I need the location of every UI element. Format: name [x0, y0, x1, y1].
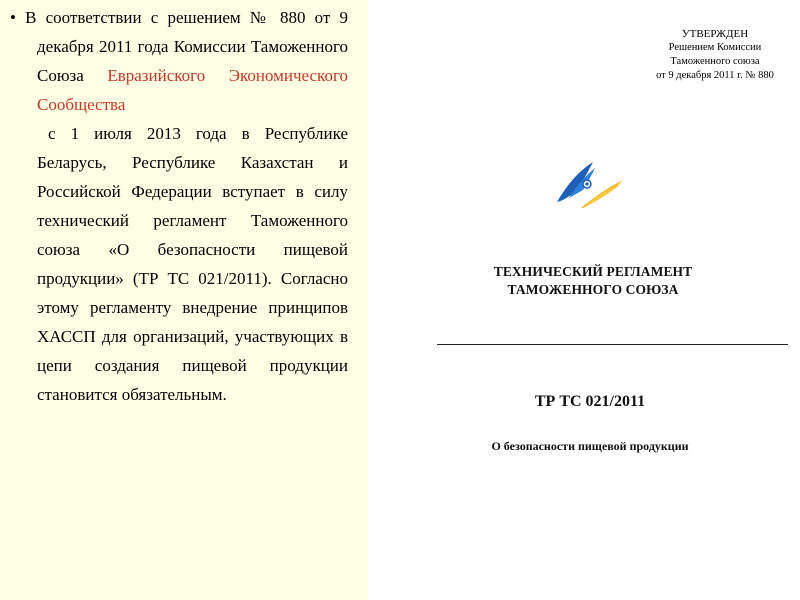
regulation-code: ТР ТС 021/2011: [534, 393, 646, 410]
body-paragraph: с 1 июля 2013 года в Республике Беларусь, Республике Казахстан и Российской Федерации вступает в силу технический регламент Таможенного союза «О безопасности пищевой продукции» (ТР ТС 021/2011). Согласно этому регламенту внедрение принципов ХАССП для организаций, участвующих в цепи создания пищевой продукции становится обязательным.: [37, 124, 348, 404]
approval-stamp: [640, 27, 790, 83]
bullet-marker: •: [10, 8, 16, 27]
bullet-highlight-text: Евразийского Экономического Сообщества: [37, 66, 348, 114]
document-title: [478, 263, 708, 299]
eurasian-customs-union-emblem-icon: [553, 158, 625, 210]
title-divider: [437, 344, 788, 345]
bullet-intro-text: В соответствии с решением № 880 от 9 декабря 2011 года Комиссии Таможенного Союза: [25, 8, 349, 85]
approval-line-3: от 9 декабря 2011 г. № 880: [656, 70, 774, 81]
document-title-line-1: ТЕХНИЧЕСКИЙ РЕГЛАМЕНТ: [493, 264, 693, 279]
approval-line-1: Решением Комиссии: [668, 42, 762, 53]
regulation-subject: О безопасности пищевой продукции: [491, 439, 689, 453]
bullet-block: [10, 3, 348, 409]
text-panel: [0, 0, 368, 600]
approval-heading: УТВЕРЖДЕН: [681, 28, 749, 40]
approval-line-2: Таможенного союза: [670, 56, 760, 67]
document-title-line-2: ТАМОЖЕННОГО СОЮЗА: [507, 282, 679, 297]
bullet-item: [10, 3, 348, 119]
